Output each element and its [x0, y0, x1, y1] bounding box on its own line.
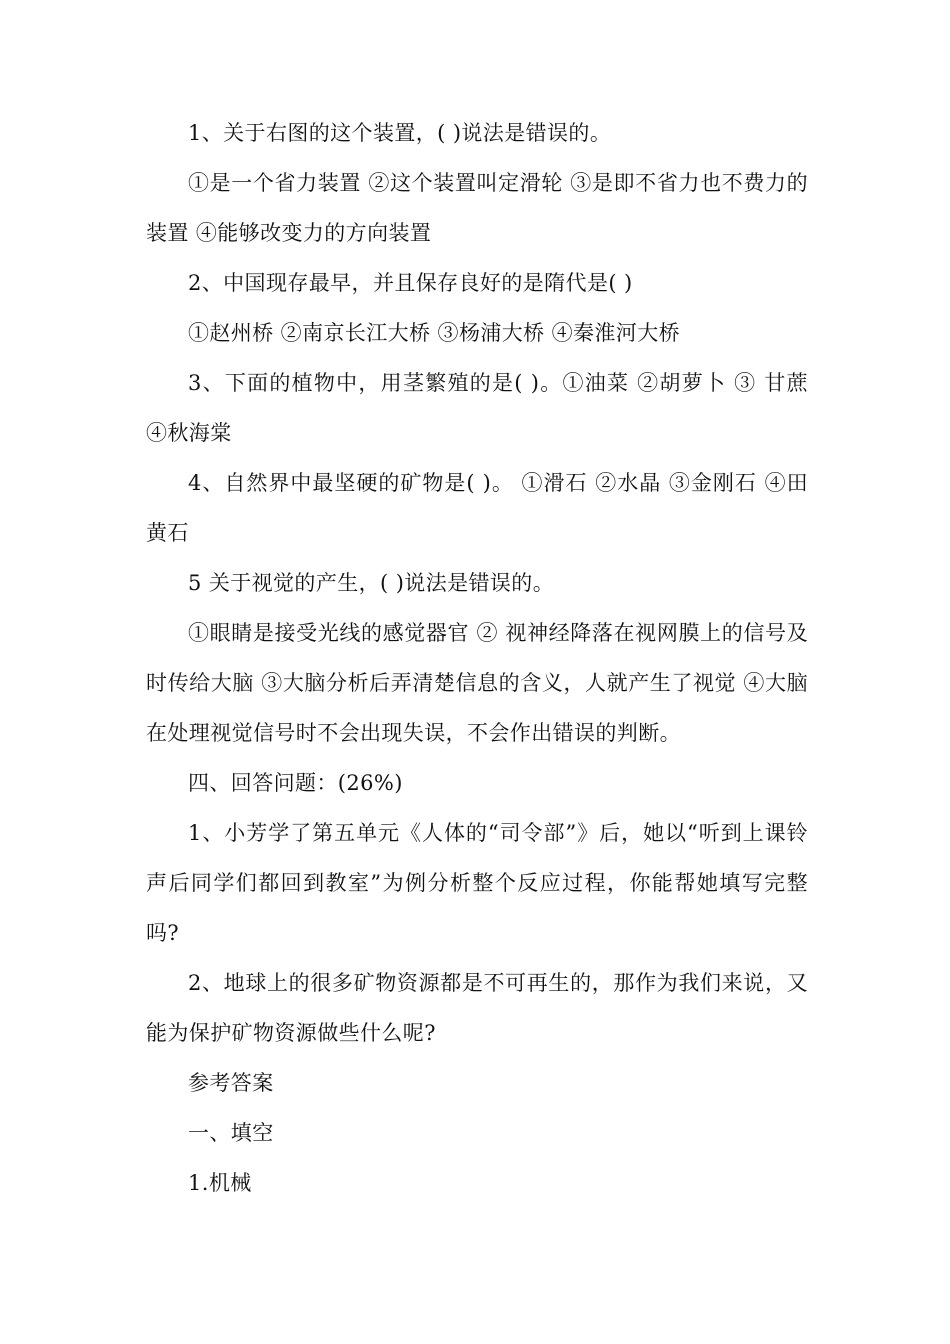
question-2-options: ①赵州桥 ②南京长江大桥 ③杨浦大桥 ④秦淮河大桥: [188, 321, 681, 345]
answer-item-1: 1.机械: [188, 1171, 252, 1195]
question-2-stem: 2、中国现存最早，并且保存良好的是隋代是( ): [188, 271, 633, 295]
question-1-stem: 1、关于右图的这个装置，( )说法是错误的。: [188, 121, 612, 145]
question-4: 4、自然界中最坚硬的矿物是( )。 ①滑石 ②水晶 ③金刚石 ④田黄石: [146, 471, 808, 545]
question-1-options: ①是一个省力装置 ②这个装置叫定滑轮 ③是即不省力也不费力的装置 ④能够改变力的方向装置: [146, 171, 808, 245]
question-5-options: ①眼睛是接受光线的感觉器官 ② 视神经降落在视网膜上的信号及时传给大脑 ③大脑分析后弄清楚信息的含义，人就产生了视觉 ④大脑在处理视觉信号时不会出现失误，不会作出错误的判断。: [146, 621, 808, 745]
question-5-stem: 5 关于视觉的产生，( )说法是错误的。: [188, 571, 555, 595]
question-3: 3、下面的植物中，用茎繁殖的是( )。①油菜 ②胡萝卜 ③ 甘蔗 ④秋海棠: [146, 371, 808, 445]
reference-answers-heading: 参考答案: [188, 1071, 274, 1095]
fill-blank-heading: 一、填空: [188, 1121, 274, 1145]
answer-question-1: 1、小芳学了第五单元《人体的“司令部”》后，她以“听到上课铃声后同学们都回到教室”为例分析整个反应过程，你能帮她填写完整吗?: [146, 821, 808, 945]
answer-question-2: 2、地球上的很多矿物资源都是不可再生的，那作为我们来说，又能为保护矿物资源做些什么呢?: [146, 971, 808, 1045]
section-heading-answer-questions: 四、回答问题：(26%): [188, 771, 403, 795]
document-body: [146, 108, 808, 1208]
